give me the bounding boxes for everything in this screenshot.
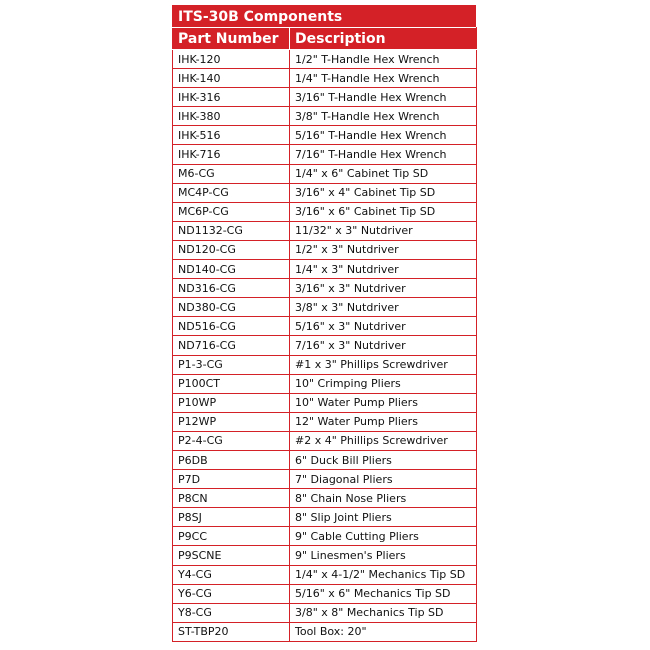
description-cell: 3/16" x 3" Nutdriver xyxy=(290,279,477,298)
components-table xyxy=(172,27,477,642)
part-number-cell: ND316-CG xyxy=(173,279,290,298)
part-number-cell: P9SCNE xyxy=(173,546,290,565)
description-cell: 5/16" x 6" Mechanics Tip SD xyxy=(290,584,477,603)
description-cell: 11/32" x 3" Nutdriver xyxy=(290,221,477,240)
description-cell: 3/8" T-Handle Hex Wrench xyxy=(290,107,477,126)
table-row xyxy=(173,431,477,450)
header-row xyxy=(173,28,477,50)
part-number-cell: ND140-CG xyxy=(173,260,290,279)
description-cell: 1/4" x 6" Cabinet Tip SD xyxy=(290,164,477,183)
description-cell: 3/8" x 8" Mechanics Tip SD xyxy=(290,603,477,622)
table-row xyxy=(173,565,477,584)
description-cell: 1/4" x 3" Nutdriver xyxy=(290,260,477,279)
table-row xyxy=(173,279,477,298)
table-row xyxy=(173,88,477,107)
part-number-cell: ND120-CG xyxy=(173,240,290,259)
table-row xyxy=(173,50,477,69)
table-title: ITS-30B Components xyxy=(172,5,476,27)
part-number-cell: M6-CG xyxy=(173,164,290,183)
table-body xyxy=(173,50,477,642)
components-sheet xyxy=(172,5,476,642)
table-row xyxy=(173,336,477,355)
part-number-cell: P1-3-CG xyxy=(173,355,290,374)
part-number-cell: IHK-140 xyxy=(173,69,290,88)
table-row xyxy=(173,164,477,183)
part-number-cell: P8CN xyxy=(173,489,290,508)
table-row xyxy=(173,317,477,336)
part-number-cell: IHK-516 xyxy=(173,126,290,145)
table-row xyxy=(173,240,477,259)
table-row xyxy=(173,393,477,412)
part-number-cell: IHK-380 xyxy=(173,107,290,126)
description-cell: 5/16" T-Handle Hex Wrench xyxy=(290,126,477,145)
part-number-cell: IHK-316 xyxy=(173,88,290,107)
description-cell: 1/4" T-Handle Hex Wrench xyxy=(290,69,477,88)
part-number-cell: Y4-CG xyxy=(173,565,290,584)
table-row xyxy=(173,489,477,508)
table-row xyxy=(173,374,477,393)
table-row xyxy=(173,298,477,317)
part-number-cell: ND516-CG xyxy=(173,317,290,336)
table-row xyxy=(173,107,477,126)
part-number-cell: P8SJ xyxy=(173,508,290,527)
part-number-cell: P10WP xyxy=(173,393,290,412)
table-row xyxy=(173,412,477,431)
description-cell: 3/8" x 3" Nutdriver xyxy=(290,298,477,317)
description-cell: 9" Cable Cutting Pliers xyxy=(290,527,477,546)
table-row xyxy=(173,584,477,603)
table-row xyxy=(173,546,477,565)
description-cell: 12" Water Pump Pliers xyxy=(290,412,477,431)
description-cell: 3/16" T-Handle Hex Wrench xyxy=(290,88,477,107)
description-cell: 1/2" x 3" Nutdriver xyxy=(290,240,477,259)
table-row xyxy=(173,622,477,641)
table-row xyxy=(173,603,477,622)
part-number-cell: P6DB xyxy=(173,450,290,469)
description-cell: 1/2" T-Handle Hex Wrench xyxy=(290,50,477,69)
part-number-cell: ND380-CG xyxy=(173,298,290,317)
part-number-cell: P12WP xyxy=(173,412,290,431)
description-cell: 6" Duck Bill Pliers xyxy=(290,450,477,469)
table-row xyxy=(173,527,477,546)
table-row xyxy=(173,260,477,279)
header-description: Description xyxy=(290,28,477,50)
part-number-cell: Y6-CG xyxy=(173,584,290,603)
description-cell: 10" Crimping Pliers xyxy=(290,374,477,393)
table-row xyxy=(173,202,477,221)
table-row xyxy=(173,355,477,374)
table-row xyxy=(173,470,477,489)
part-number-cell: ST-TBP20 xyxy=(173,622,290,641)
part-number-cell: MC6P-CG xyxy=(173,202,290,221)
description-cell: 8" Slip Joint Pliers xyxy=(290,508,477,527)
table-row xyxy=(173,126,477,145)
part-number-cell: P7D xyxy=(173,470,290,489)
description-cell: 5/16" x 3" Nutdriver xyxy=(290,317,477,336)
part-number-cell: IHK-120 xyxy=(173,50,290,69)
table-row xyxy=(173,450,477,469)
header-part-number: Part Number xyxy=(173,28,290,50)
part-number-cell: ND1132-CG xyxy=(173,221,290,240)
part-number-cell: MC4P-CG xyxy=(173,183,290,202)
part-number-cell: ND716-CG xyxy=(173,336,290,355)
description-cell: #2 x 4" Phillips Screwdriver xyxy=(290,431,477,450)
part-number-cell: P9CC xyxy=(173,527,290,546)
description-cell: 3/16" x 4" Cabinet Tip SD xyxy=(290,183,477,202)
description-cell: #1 x 3" Phillips Screwdriver xyxy=(290,355,477,374)
description-cell: 10" Water Pump Pliers xyxy=(290,393,477,412)
part-number-cell: IHK-716 xyxy=(173,145,290,164)
part-number-cell: Y8-CG xyxy=(173,603,290,622)
description-cell: 7/16" T-Handle Hex Wrench xyxy=(290,145,477,164)
description-cell: 9" Linesmen's Pliers xyxy=(290,546,477,565)
table-row xyxy=(173,183,477,202)
description-cell: 7" Diagonal Pliers xyxy=(290,470,477,489)
description-cell: 8" Chain Nose Pliers xyxy=(290,489,477,508)
description-cell: Tool Box: 20" xyxy=(290,622,477,641)
table-row xyxy=(173,69,477,88)
part-number-cell: P100CT xyxy=(173,374,290,393)
table-row xyxy=(173,145,477,164)
table-row xyxy=(173,508,477,527)
description-cell: 3/16" x 6" Cabinet Tip SD xyxy=(290,202,477,221)
description-cell: 7/16" x 3" Nutdriver xyxy=(290,336,477,355)
description-cell: 1/4" x 4-1/2" Mechanics Tip SD xyxy=(290,565,477,584)
part-number-cell: P2-4-CG xyxy=(173,431,290,450)
table-row xyxy=(173,221,477,240)
